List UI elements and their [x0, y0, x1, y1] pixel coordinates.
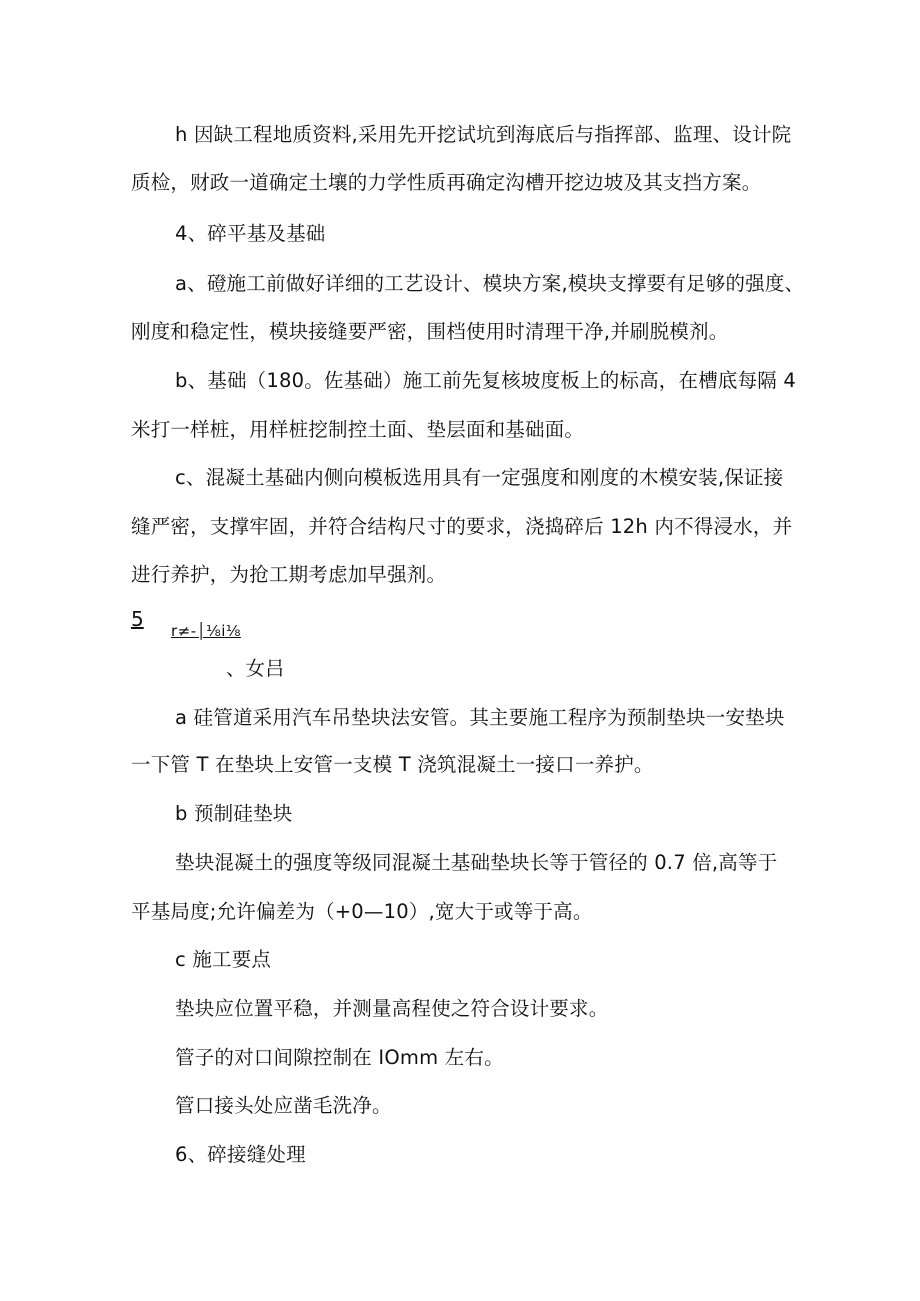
paragraph-line: 一下管 T 在垫块上安管一支模 T 浇筑混凝土一接口一养护。	[131, 753, 654, 776]
paragraph-line: a、磴施工前做好详细的工艺设计、模块方案,模块支撑要有足够的强度、	[175, 272, 805, 295]
section-number-5: 5	[131, 607, 144, 631]
paragraph-line: b、基础（180。佐基础）施工前先复核坡度板上的标高，在槽底每隔 4	[175, 369, 797, 392]
paragraph-line: 管口接头处应凿毛洗净。	[175, 1094, 392, 1117]
paragraph-line: h 因缺工程地质资料,采用先开挖试坑到海底后与指挥部、监理、设计院	[175, 123, 792, 146]
paragraph-line: 平基局度;允许偏差为（+0—10）,宽大于或等于高。	[131, 900, 593, 923]
paragraph-line: 垫块应位置平稳，并测量高程使之符合设计要求。	[175, 997, 609, 1020]
paragraph-line: 米打一样桩，用样桩挖制控土面、垫层面和基础面。	[131, 418, 585, 441]
paragraph-line: a 硅管道采用汽车吊垫块法安管。其主要施工程序为预制垫块一安垫块	[175, 706, 785, 729]
paragraph-line: 缝严密，支撑牢固，并符合结构尺寸的要求，浇捣碎后 12h 内不得浸水，并	[131, 515, 793, 538]
section-title-5: 、女吕	[226, 657, 285, 680]
subheading-c: c 施工要点	[175, 948, 272, 971]
section-heading-4: 4、碎平基及基础	[175, 222, 326, 245]
subheading-b: b 预制硅垫块	[175, 802, 293, 825]
section-heading-6: 6、碎接缝处理	[175, 1143, 306, 1166]
paragraph-line: c、混凝土基础内侧向模板选用具有一定强度和刚度的木模安装,保证接	[175, 466, 784, 489]
paragraph-line: 进行养护，为抢工期考虑加早强剂。	[131, 563, 447, 586]
paragraph-line: 刚度和稳定性，模块接缝要严密，围档使用时清理干净,并刷脱模剂。	[131, 320, 729, 343]
paragraph-line: 管子的对口间隙控制在 IOmm 左右。	[175, 1046, 504, 1069]
paragraph-line: 垫块混凝土的强度等级同混凝土基础垫块长等于管径的 0.7 倍,高等于	[175, 851, 778, 874]
paragraph-line: 质检，财政一道确定土壤的力学性质再确定沟槽开挖边坡及其支挡方案。	[131, 171, 762, 194]
section-5-garbled-text: r≠-│⅛i⅛	[171, 622, 241, 640]
